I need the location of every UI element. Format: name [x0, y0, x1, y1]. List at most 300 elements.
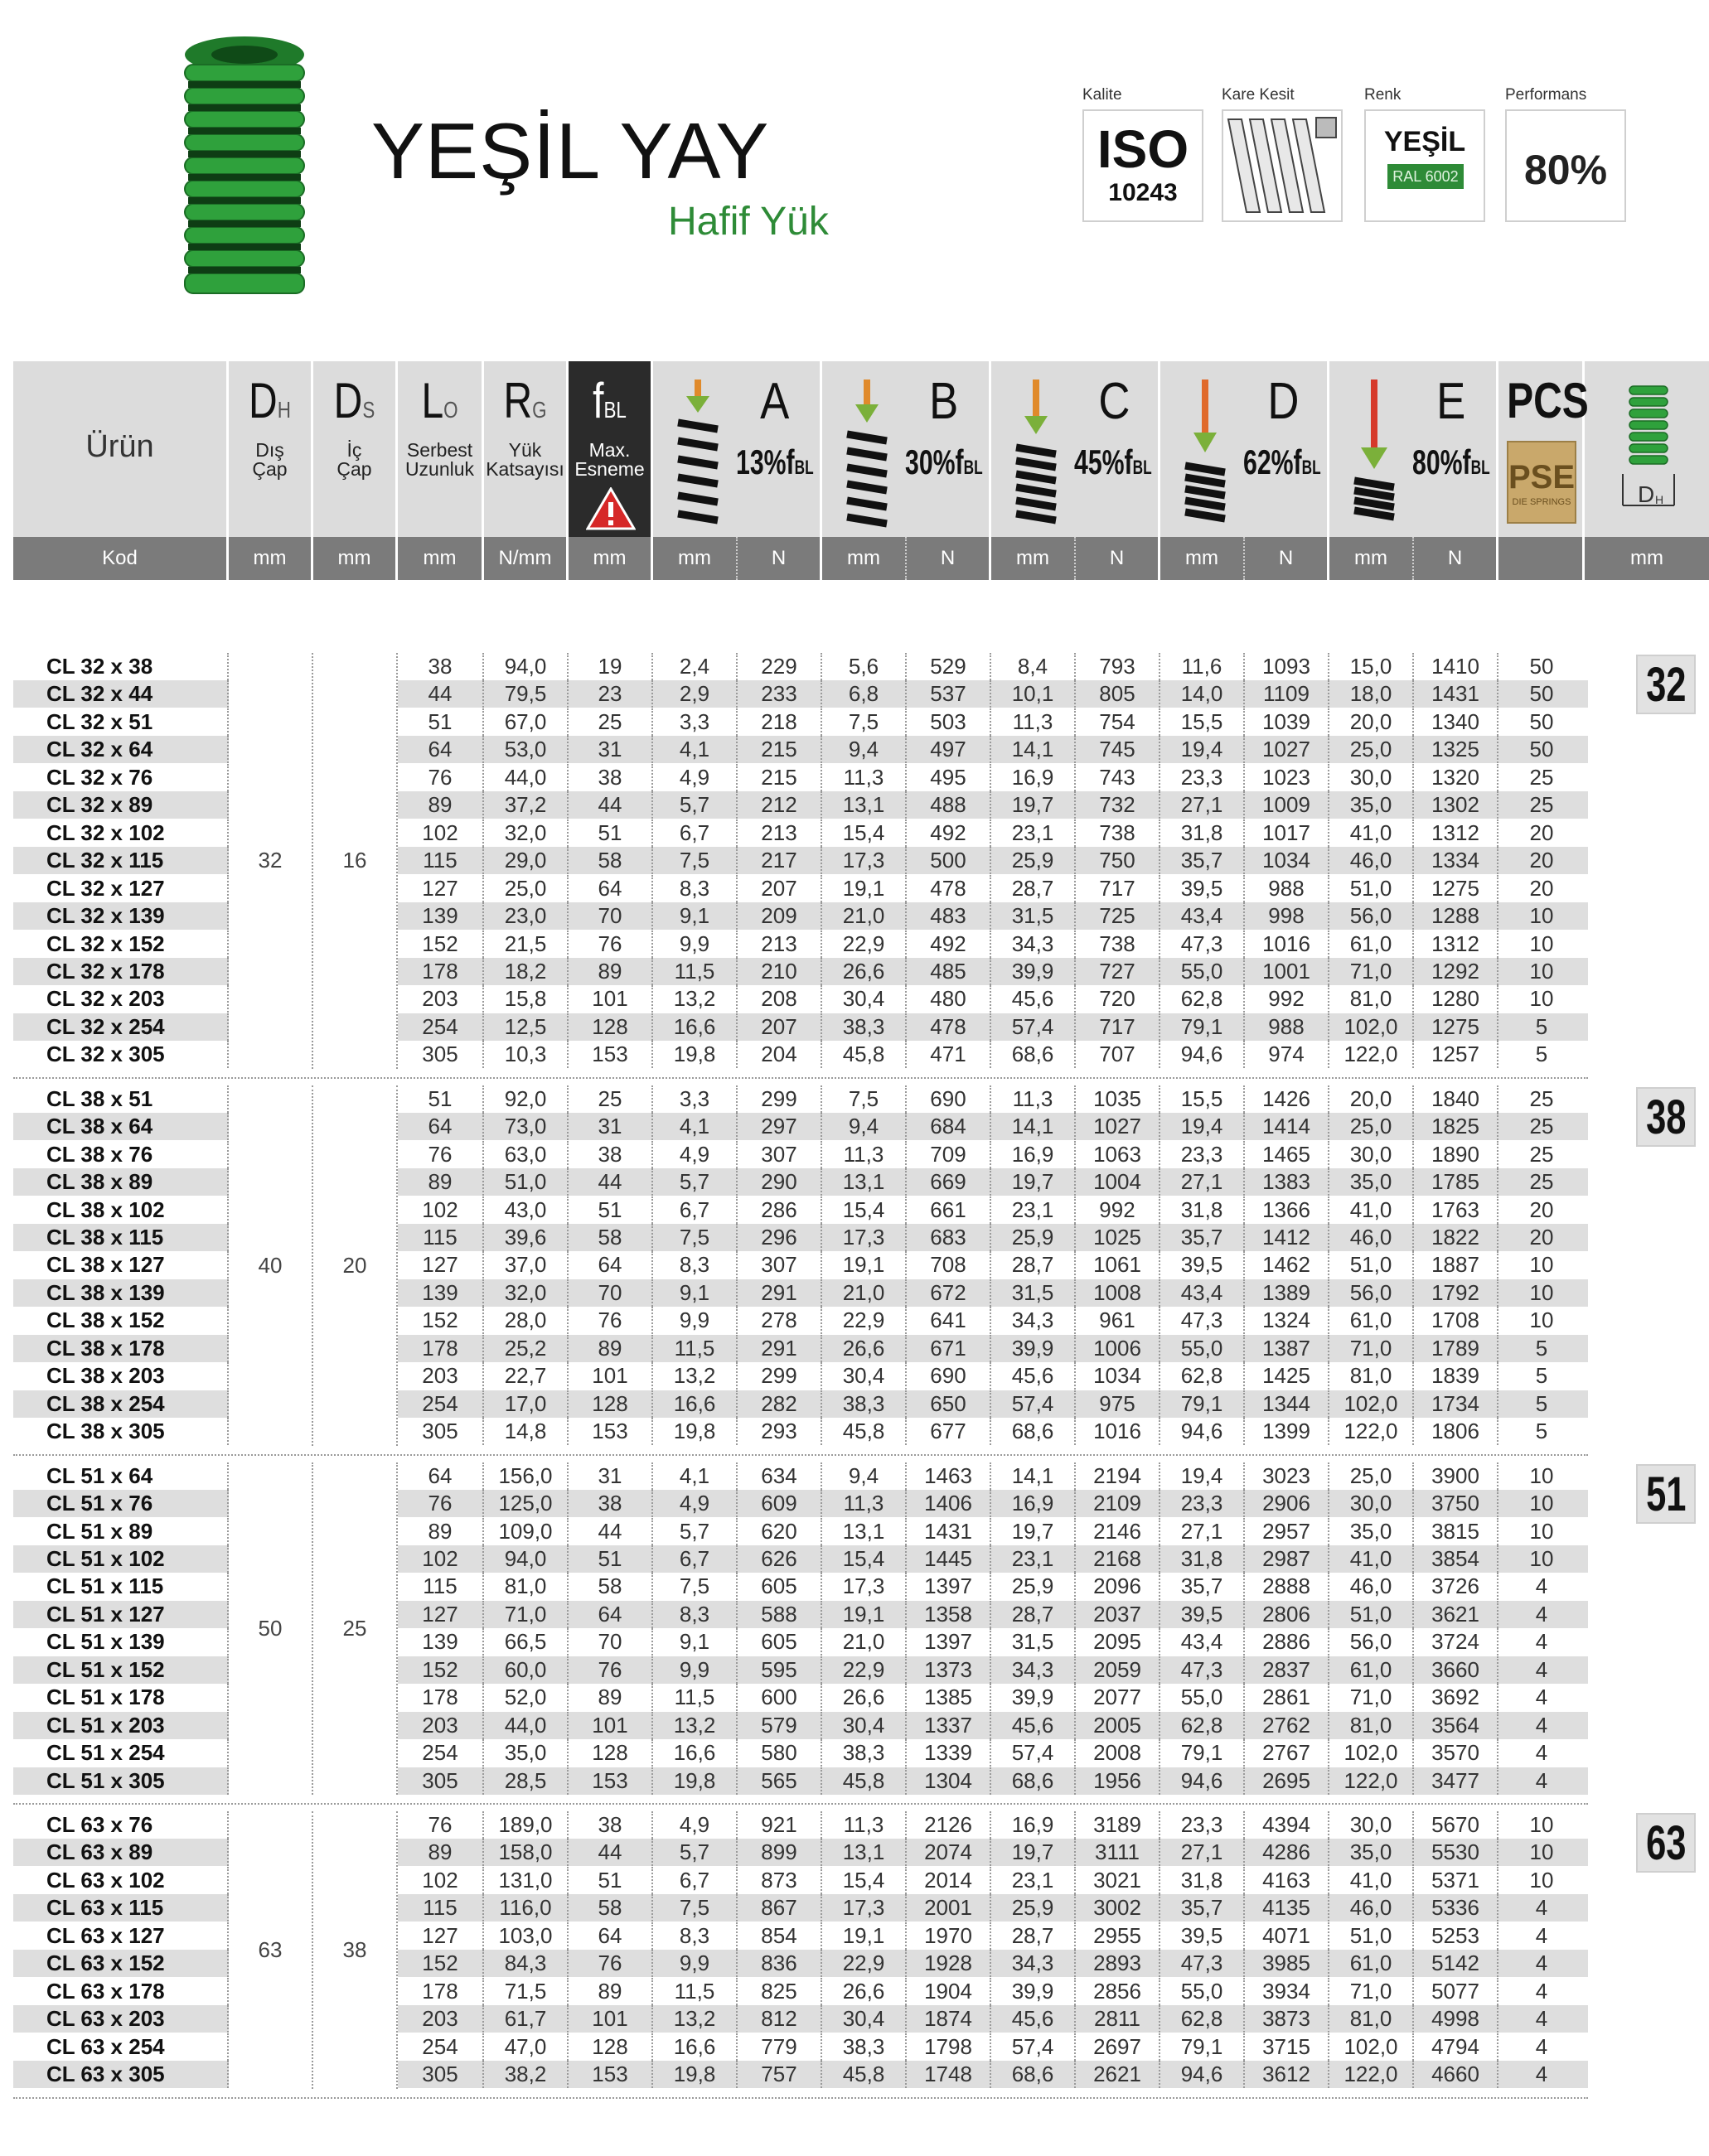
b-force-cell: 478 [907, 875, 991, 902]
e-deflection-cell: 81,0 [1329, 1362, 1414, 1390]
b-force-cell: 1385 [907, 1684, 991, 1711]
d-force-cell: 1109 [1245, 680, 1329, 708]
d-deflection-cell: 39,5 [1160, 1251, 1245, 1279]
b-deflection-cell: 5,6 [822, 653, 907, 680]
c-deflection-cell: 11,3 [991, 708, 1076, 736]
free-length-cell: 89 [398, 1518, 484, 1545]
e-force-cell: 1275 [1414, 875, 1498, 902]
free-length-cell: 178 [398, 1335, 484, 1362]
page-subtitle: Hafif Yük [668, 200, 829, 244]
spring-rate-cell: 84,3 [484, 1950, 569, 1977]
c-deflection-cell: 45,6 [991, 2005, 1076, 2033]
e-force-cell: 1340 [1414, 708, 1498, 736]
max-deflection-cell: 31 [569, 1113, 653, 1140]
pieces-cell: 5 [1535, 1013, 1548, 1039]
spring-compression-b-icon [844, 379, 890, 529]
a-force-cell: 299 [738, 1362, 822, 1390]
inner-diameter-cell: 20 [313, 1085, 398, 1446]
c-force-cell: 2059 [1076, 1656, 1160, 1684]
color-name: YEŞİL [1383, 126, 1466, 157]
d-force-cell: 2806 [1245, 1601, 1329, 1628]
a-force-cell: 565 [738, 1767, 822, 1795]
c-force-cell: 1004 [1076, 1168, 1160, 1196]
free-length-cell: 254 [398, 2033, 484, 2061]
green-spring-image [178, 31, 311, 305]
e-deflection-cell: 46,0 [1329, 1894, 1414, 1922]
free-length-cell: 254 [398, 1013, 484, 1041]
d-force-cell: 4135 [1245, 1894, 1329, 1922]
free-length-cell: 44 [398, 680, 484, 708]
product-code-cell: CL 38 x 305 [13, 1418, 229, 1445]
max-deflection-cell: 19 [569, 653, 653, 680]
b-force-cell: 485 [907, 958, 991, 985]
c-deflection-cell: 28,7 [991, 1922, 1076, 1950]
a-deflection-cell: 4,9 [653, 764, 738, 791]
c-force-cell: 732 [1076, 791, 1160, 819]
spring-rate-cell: 32,0 [484, 1279, 569, 1307]
e-force-cell: 1734 [1414, 1390, 1498, 1418]
d-force-cell: 1001 [1245, 958, 1329, 985]
group-separator [13, 1454, 1588, 1456]
b-deflection-cell: 17,3 [822, 1224, 907, 1251]
b-deflection-cell: 22,9 [822, 1950, 907, 1977]
free-length-cell: 305 [398, 2061, 484, 2088]
d-deflection-cell: 35,7 [1160, 1224, 1245, 1251]
pieces-cell: 25 [1529, 764, 1554, 790]
dh-symbol: DH [249, 373, 291, 428]
b-force-cell: 2126 [907, 1811, 991, 1839]
pieces-cell: 10 [1529, 931, 1554, 956]
unit-rg: N/mm [484, 537, 569, 580]
e-deflection-cell: 61,0 [1329, 1950, 1414, 1977]
a-deflection-cell: 9,9 [653, 931, 738, 958]
a-force-cell: 218 [738, 708, 822, 736]
a-force-cell: 291 [738, 1335, 822, 1362]
c-force-cell: 2005 [1076, 1712, 1160, 1739]
a-deflection-cell: 6,7 [653, 1545, 738, 1573]
free-length-cell: 89 [398, 1168, 484, 1196]
size-badge-label: 63 [1645, 1816, 1687, 1870]
spring-rate-cell: 156,0 [484, 1462, 569, 1490]
e-force-cell: 1825 [1414, 1113, 1498, 1140]
e-force-cell: 1292 [1414, 958, 1498, 985]
e-deflection-cell: 25,0 [1329, 736, 1414, 763]
c-deflection-cell: 16,9 [991, 1811, 1076, 1839]
product-code-cell: CL 51 x 254 [13, 1739, 229, 1767]
e-deflection-cell: 122,0 [1329, 1041, 1414, 1068]
c-deflection-cell: 68,6 [991, 2061, 1076, 2088]
a-deflection-cell: 11,5 [653, 1684, 738, 1711]
a-deflection-cell: 8,3 [653, 875, 738, 902]
d-force-cell: 1344 [1245, 1390, 1329, 1418]
b-deflection-cell: 17,3 [822, 1894, 907, 1922]
max-deflection-cell: 44 [569, 1168, 653, 1196]
pieces-cell: 50 [1529, 708, 1554, 734]
max-deflection-cell: 101 [569, 2005, 653, 2033]
spring-rate-cell: 189,0 [484, 1811, 569, 1839]
table-header [13, 361, 1709, 537]
max-deflection-cell: 70 [569, 902, 653, 930]
d-deflection-cell: 31,8 [1160, 1867, 1245, 1894]
iso-number: 10243 [1108, 179, 1178, 206]
free-length-cell: 139 [398, 1279, 484, 1307]
d-force-cell: 4286 [1245, 1839, 1329, 1866]
l0-label: Serbest Uzunluk [404, 439, 475, 480]
b-deflection-cell: 15,4 [822, 819, 907, 847]
spring-rate-cell: 79,5 [484, 680, 569, 708]
product-code-cell: CL 63 x 76 [13, 1811, 229, 1839]
max-deflection-cell: 76 [569, 1656, 653, 1684]
d-deflection-cell: 19,4 [1160, 736, 1245, 763]
inner-diameter-cell: 25 [313, 1462, 398, 1795]
max-deflection-cell: 101 [569, 1712, 653, 1739]
d-force-cell: 1462 [1245, 1251, 1329, 1279]
a-deflection-cell: 8,3 [653, 1922, 738, 1950]
d-force-cell: 3873 [1245, 2005, 1329, 2033]
d-deflection-cell: 31,8 [1160, 1545, 1245, 1573]
unit-dh: mm [229, 537, 313, 580]
c-deflection-cell: 57,4 [991, 1739, 1076, 1767]
b-deflection-cell: 11,3 [822, 1490, 907, 1517]
a-force-cell: 588 [738, 1601, 822, 1628]
spring-rate-cell: 44,0 [484, 1712, 569, 1739]
e-deflection-cell: 46,0 [1329, 1224, 1414, 1251]
pieces-cell: 25 [1529, 1169, 1554, 1195]
b-deflection-cell: 9,4 [822, 1113, 907, 1140]
b-deflection-cell: 26,6 [822, 958, 907, 985]
c-deflection-cell: 19,7 [991, 1518, 1076, 1545]
b-force-cell: 1373 [907, 1656, 991, 1684]
e-deflection-cell: 30,0 [1329, 1141, 1414, 1168]
b-deflection-cell: 7,5 [822, 1085, 907, 1113]
d-force-cell: 1465 [1245, 1141, 1329, 1168]
pieces-cell: 4 [1535, 1895, 1548, 1921]
product-code-cell: CL 38 x 127 [13, 1251, 229, 1279]
c-force-cell: 745 [1076, 736, 1160, 763]
svg-text:D: D [1638, 481, 1655, 507]
product-code-cell: CL 38 x 64 [13, 1113, 229, 1140]
e-deflection-cell: 51,0 [1329, 1922, 1414, 1950]
a-force-cell: 207 [738, 1013, 822, 1041]
size-badge-label: 38 [1645, 1090, 1687, 1144]
pieces-cell: 10 [1529, 1462, 1554, 1488]
d-deflection-cell: 55,0 [1160, 1335, 1245, 1362]
d-force-cell: 988 [1245, 875, 1329, 902]
max-deflection-cell: 153 [569, 1418, 653, 1445]
header-ds [313, 361, 398, 537]
product-code-cell: CL 63 x 89 [13, 1839, 229, 1866]
max-deflection-cell: 153 [569, 1041, 653, 1068]
outer-diameter-cell: 50 [229, 1462, 313, 1795]
unit-ds: mm [313, 537, 398, 580]
b-deflection-cell: 38,3 [822, 1390, 907, 1418]
c-force-cell: 738 [1076, 931, 1160, 958]
e-force-cell: 5142 [1414, 1950, 1498, 1977]
d-force-cell: 974 [1245, 1041, 1329, 1068]
c-deflection-cell: 23,1 [991, 819, 1076, 847]
b-deflection-cell: 45,8 [822, 2061, 907, 2088]
b-deflection-cell: 22,9 [822, 931, 907, 958]
b-force-cell: 488 [907, 791, 991, 819]
free-length-cell: 305 [398, 1041, 484, 1068]
a-force-cell: 307 [738, 1251, 822, 1279]
e-force-cell: 5253 [1414, 1922, 1498, 1950]
max-deflection-cell: 64 [569, 1251, 653, 1279]
spring-rate-cell: 67,0 [484, 708, 569, 736]
spring-rate-cell: 12,5 [484, 1013, 569, 1041]
e-force-cell: 4660 [1414, 2061, 1498, 2088]
product-code-cell: CL 63 x 102 [13, 1867, 229, 1894]
c-deflection-cell: 45,6 [991, 985, 1076, 1013]
a-force-cell: 204 [738, 1041, 822, 1068]
spring-rate-cell: 43,0 [484, 1196, 569, 1224]
max-deflection-cell: 38 [569, 1490, 653, 1517]
group-c-percent: 45%fBL [1074, 442, 1152, 481]
a-deflection-cell: 4,1 [653, 1113, 738, 1140]
d-deflection-cell: 62,8 [1160, 985, 1245, 1013]
c-deflection-cell: 19,7 [991, 1168, 1076, 1196]
b-deflection-cell: 13,1 [822, 791, 907, 819]
c-deflection-cell: 28,7 [991, 1251, 1076, 1279]
pieces-cell: 20 [1529, 1196, 1554, 1222]
product-code-cell: CL 51 x 64 [13, 1462, 229, 1490]
max-deflection-cell: 76 [569, 1950, 653, 1977]
free-length-cell: 89 [398, 791, 484, 819]
free-length-cell: 76 [398, 1141, 484, 1168]
a-deflection-cell: 7,5 [653, 1224, 738, 1251]
pieces-cell: 20 [1529, 819, 1554, 845]
a-deflection-cell: 13,2 [653, 985, 738, 1013]
d-deflection-cell: 31,8 [1160, 1196, 1245, 1224]
spring-rate-cell: 32,0 [484, 819, 569, 847]
e-deflection-cell: 35,0 [1329, 1839, 1414, 1866]
c-deflection-cell: 31,5 [991, 1628, 1076, 1656]
square-section-badge [1222, 109, 1343, 222]
outer-diameter-cell: 40 [229, 1085, 313, 1446]
b-force-cell: 529 [907, 653, 991, 680]
spring-rate-cell: 158,0 [484, 1839, 569, 1866]
max-deflection-cell: 51 [569, 1196, 653, 1224]
a-deflection-cell: 5,7 [653, 791, 738, 819]
max-deflection-cell: 128 [569, 1013, 653, 1041]
l0-symbol: LO [421, 373, 458, 428]
free-length-cell: 38 [398, 653, 484, 680]
free-length-cell: 178 [398, 1684, 484, 1711]
a-force-cell: 209 [738, 902, 822, 930]
b-deflection-cell: 9,4 [822, 1462, 907, 1490]
spring-compression-a-icon [675, 379, 721, 529]
e-force-cell: 3477 [1414, 1767, 1498, 1795]
spring-rate-cell: 53,0 [484, 736, 569, 763]
d-force-cell: 988 [1245, 1013, 1329, 1041]
group-d-letter: D [1267, 373, 1300, 430]
max-deflection-cell: 44 [569, 791, 653, 819]
max-deflection-cell: 25 [569, 708, 653, 736]
d-force-cell: 2906 [1245, 1490, 1329, 1517]
header-pcs [1498, 361, 1589, 537]
unit-c-n: N [1076, 537, 1160, 580]
page-title: YEŞİL YAY [371, 107, 770, 196]
a-force-cell: 210 [738, 958, 822, 985]
free-length-cell: 115 [398, 1894, 484, 1922]
e-deflection-cell: 25,0 [1329, 1113, 1414, 1140]
b-deflection-cell: 15,4 [822, 1196, 907, 1224]
a-force-cell: 233 [738, 680, 822, 708]
e-force-cell: 1887 [1414, 1251, 1498, 1279]
product-code-cell: CL 63 x 115 [13, 1894, 229, 1922]
c-deflection-cell: 34,3 [991, 1950, 1076, 1977]
b-force-cell: 709 [907, 1141, 991, 1168]
d-force-cell: 2957 [1245, 1518, 1329, 1545]
d-deflection-cell: 27,1 [1160, 791, 1245, 819]
c-force-cell: 2194 [1076, 1462, 1160, 1490]
pieces-cell: 50 [1529, 654, 1554, 679]
d-deflection-cell: 47,3 [1160, 1307, 1245, 1334]
a-deflection-cell: 19,8 [653, 1418, 738, 1445]
c-force-cell: 725 [1076, 902, 1160, 930]
a-force-cell: 290 [738, 1168, 822, 1196]
c-deflection-cell: 25,9 [991, 1573, 1076, 1600]
max-deflection-cell: 128 [569, 1739, 653, 1767]
header-group-b [822, 361, 991, 537]
product-code-cell: CL 51 x 139 [13, 1628, 229, 1656]
pieces-cell: 4 [1535, 2033, 1548, 2059]
d-deflection-cell: 62,8 [1160, 1712, 1245, 1739]
pieces-cell: 5 [1535, 1335, 1548, 1361]
d-deflection-cell: 15,5 [1160, 1085, 1245, 1113]
b-force-cell: 1397 [907, 1628, 991, 1656]
d-deflection-cell: 35,7 [1160, 1894, 1245, 1922]
d-deflection-cell: 43,4 [1160, 1279, 1245, 1307]
pse-subtext: DIE SPRINGS [1512, 497, 1571, 507]
header-group-c [991, 361, 1160, 537]
square-wire-spring-icon [1223, 111, 1341, 220]
d-force-cell: 1017 [1245, 819, 1329, 847]
c-deflection-cell: 10,1 [991, 680, 1076, 708]
b-force-cell: 641 [907, 1307, 991, 1334]
b-deflection-cell: 7,5 [822, 708, 907, 736]
spring-rate-cell: 18,2 [484, 958, 569, 985]
pieces-cell: 10 [1529, 986, 1554, 1012]
free-length-cell: 102 [398, 1545, 484, 1573]
max-deflection-cell: 51 [569, 1545, 653, 1573]
product-code-cell: CL 51 x 203 [13, 1712, 229, 1739]
d-force-cell: 4163 [1245, 1867, 1329, 1894]
spring-rate-cell: 94,0 [484, 1545, 569, 1573]
d-deflection-cell: 55,0 [1160, 1684, 1245, 1711]
e-deflection-cell: 20,0 [1329, 1085, 1414, 1113]
product-code-cell: CL 32 x 89 [13, 791, 229, 819]
group-separator [13, 1077, 1588, 1079]
product-code-cell: CL 32 x 254 [13, 1013, 229, 1041]
pieces-cell: 4 [1535, 1740, 1548, 1766]
e-deflection-cell: 71,0 [1329, 1335, 1414, 1362]
pieces-cell: 4 [1535, 1978, 1548, 2004]
group-b-letter: B [929, 373, 959, 430]
product-code-cell: CL 51 x 102 [13, 1545, 229, 1573]
max-deflection-cell: 89 [569, 958, 653, 985]
spring-rate-cell: 131,0 [484, 1867, 569, 1894]
outer-diameter-cell: 63 [229, 1811, 313, 2089]
c-force-cell: 1016 [1076, 1418, 1160, 1445]
b-deflection-cell: 6,8 [822, 680, 907, 708]
d-force-cell: 2762 [1245, 1712, 1329, 1739]
c-deflection-cell: 14,1 [991, 736, 1076, 763]
e-deflection-cell: 25,0 [1329, 1462, 1414, 1490]
e-deflection-cell: 61,0 [1329, 1656, 1414, 1684]
product-code-cell: CL 38 x 152 [13, 1307, 229, 1334]
max-deflection-cell: 58 [569, 1224, 653, 1251]
e-force-cell: 1320 [1414, 764, 1498, 791]
spring-rate-cell: 73,0 [484, 1113, 569, 1140]
b-force-cell: 1358 [907, 1601, 991, 1628]
free-length-cell: 127 [398, 875, 484, 902]
b-deflection-cell: 11,3 [822, 764, 907, 791]
a-force-cell: 286 [738, 1196, 822, 1224]
d-force-cell: 1425 [1245, 1362, 1329, 1390]
d-force-cell: 3985 [1245, 1950, 1329, 1977]
pieces-cell: 10 [1529, 1812, 1554, 1837]
b-force-cell: 690 [907, 1085, 991, 1113]
spring-rate-cell: 116,0 [484, 1894, 569, 1922]
c-deflection-cell: 28,7 [991, 875, 1076, 902]
a-deflection-cell: 13,2 [653, 2005, 738, 2033]
a-force-cell: 626 [738, 1545, 822, 1573]
unit-d-n: N [1245, 537, 1329, 580]
b-deflection-cell: 38,3 [822, 1013, 907, 1041]
d-deflection-cell: 23,3 [1160, 1141, 1245, 1168]
e-force-cell: 3724 [1414, 1628, 1498, 1656]
d-deflection-cell: 35,7 [1160, 847, 1245, 874]
d-deflection-cell: 47,3 [1160, 1656, 1245, 1684]
max-deflection-cell: 64 [569, 1922, 653, 1950]
spring-dh-icon [1619, 381, 1678, 530]
header-group-d [1160, 361, 1329, 537]
a-deflection-cell: 16,6 [653, 1739, 738, 1767]
c-deflection-cell: 39,9 [991, 958, 1076, 985]
max-deflection-cell: 25 [569, 1085, 653, 1113]
b-force-cell: 1397 [907, 1573, 991, 1600]
free-length-cell: 139 [398, 902, 484, 930]
c-force-cell: 2856 [1076, 1978, 1160, 2005]
spring-rate-cell: 37,2 [484, 791, 569, 819]
a-deflection-cell: 3,3 [653, 708, 738, 736]
spring-rate-cell: 47,0 [484, 2033, 569, 2061]
pieces-cell: 4 [1535, 1922, 1548, 1948]
pieces-cell: 10 [1529, 1491, 1554, 1516]
pieces-cell: 50 [1529, 737, 1554, 762]
e-force-cell: 1312 [1414, 819, 1498, 847]
a-deflection-cell: 11,5 [653, 1335, 738, 1362]
a-deflection-cell: 16,6 [653, 2033, 738, 2061]
pieces-cell: 10 [1529, 1252, 1554, 1278]
header-l0 [398, 361, 484, 537]
c-force-cell: 3021 [1076, 1867, 1160, 1894]
max-deflection-cell: 101 [569, 1362, 653, 1390]
product-code-cell: CL 32 x 102 [13, 819, 229, 847]
c-force-cell: 1956 [1076, 1767, 1160, 1795]
size-badge [1636, 1464, 1696, 1524]
d-force-cell: 2987 [1245, 1545, 1329, 1573]
e-deflection-cell: 102,0 [1329, 1390, 1414, 1418]
b-deflection-cell: 19,1 [822, 1601, 907, 1628]
c-deflection-cell: 45,6 [991, 1712, 1076, 1739]
e-force-cell: 4998 [1414, 2005, 1498, 2033]
pieces-cell: 4 [1535, 1629, 1548, 1655]
c-force-cell: 2893 [1076, 1950, 1160, 1977]
a-force-cell: 207 [738, 875, 822, 902]
product-code-cell: CL 51 x 152 [13, 1656, 229, 1684]
